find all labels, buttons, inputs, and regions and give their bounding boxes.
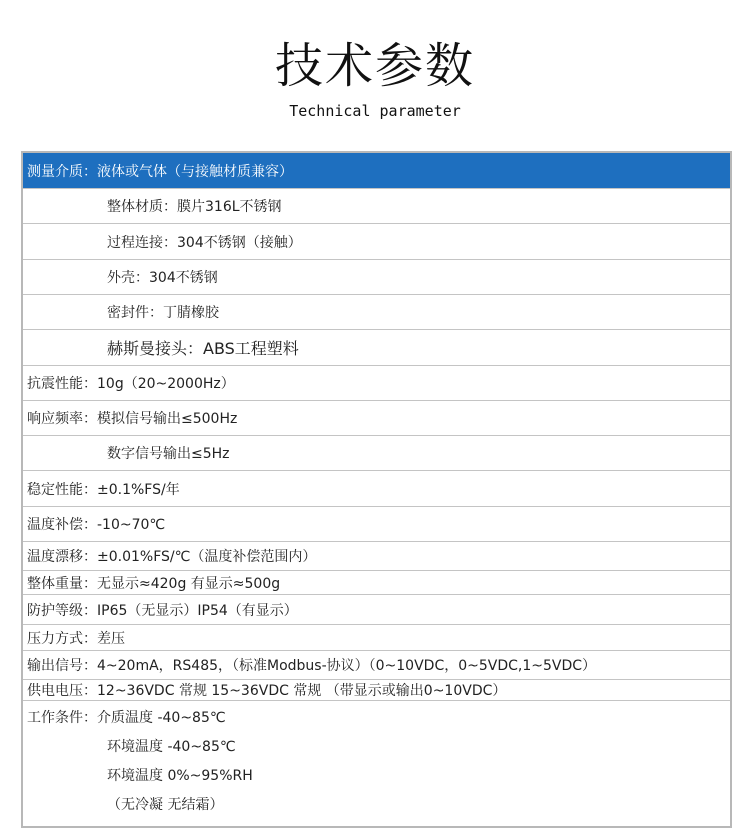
- spec-text: 温度补偿：-10~70℃: [27, 517, 166, 533]
- table-row-stability: [23, 470, 730, 506]
- table-row-conditions: [23, 700, 730, 826]
- table-row-weight: [23, 570, 730, 594]
- spec-text: （无冷凝 无结霜）: [107, 797, 224, 813]
- table-row-response-digital: [23, 435, 730, 470]
- spec-text: 整体材质：膜片316L不锈钢: [107, 199, 282, 215]
- spec-text: 赫斯曼接头：ABS工程塑料: [107, 339, 299, 358]
- spec-text: 整体重量：无显示≈420g 有显示≈500g: [27, 575, 281, 592]
- spec-text: 过程连接：304不锈钢（接触）: [107, 234, 302, 251]
- spec-text: 密封件：丁腈橡胶: [107, 305, 219, 321]
- spec-text: 环境温度 0%~95%RH: [107, 768, 253, 784]
- spec-text: 温度漂移：±0.01%FS/℃（温度补偿范围内）: [27, 549, 317, 565]
- spec-text: 供电电压：12~36VDC 常规 15~36VDC 常规 （带显示或输出0~10VDC）: [27, 683, 507, 699]
- page-subtitle: Technical parameter: [289, 102, 461, 120]
- table-row-temp-drift: [23, 541, 730, 570]
- spec-table: [21, 151, 732, 828]
- spec-text: 输出信号：4~20mA，RS485，（标准Modbus-协议）（0~10VDC，0~5VDC,1~5VDC）: [27, 658, 597, 674]
- spec-text: 防护等级：IP65（无显示）IP54（有显示）: [27, 602, 298, 619]
- table-row-protection: [23, 594, 730, 624]
- spec-text: 工作条件：介质温度 -40~85℃: [27, 710, 226, 726]
- table-row-temp-comp: [23, 506, 730, 541]
- page-title: 技术参数: [274, 38, 475, 94]
- table-row-vibration: [23, 365, 730, 400]
- table-row-power: [23, 679, 730, 700]
- spec-text: 响应频率：模拟信号输出≤500Hz: [27, 411, 238, 427]
- spec-text: 数字信号输出≤5Hz: [107, 446, 230, 462]
- table-row-medium: [23, 153, 730, 188]
- table-row-response: [23, 400, 730, 435]
- table-row-connector: [23, 329, 730, 365]
- spec-text: 测量介质：液体或气体（与接触材质兼容）: [27, 163, 293, 180]
- table-row-seal: [23, 294, 730, 329]
- table-row-pressure-type: [23, 624, 730, 650]
- spec-text: 稳定性能：±0.1%FS/年: [27, 481, 180, 498]
- table-row-material: [23, 188, 730, 223]
- table-row-output: [23, 650, 730, 679]
- spec-text: 抗震性能：10g（20~2000Hz）: [27, 376, 235, 392]
- spec-text: 压力方式：差压: [27, 630, 125, 647]
- spec-text: 外壳：304不锈钢: [107, 270, 218, 286]
- spec-text: 环境温度 -40~85℃: [107, 739, 236, 755]
- table-row-housing: [23, 259, 730, 294]
- table-row-connection: [23, 223, 730, 259]
